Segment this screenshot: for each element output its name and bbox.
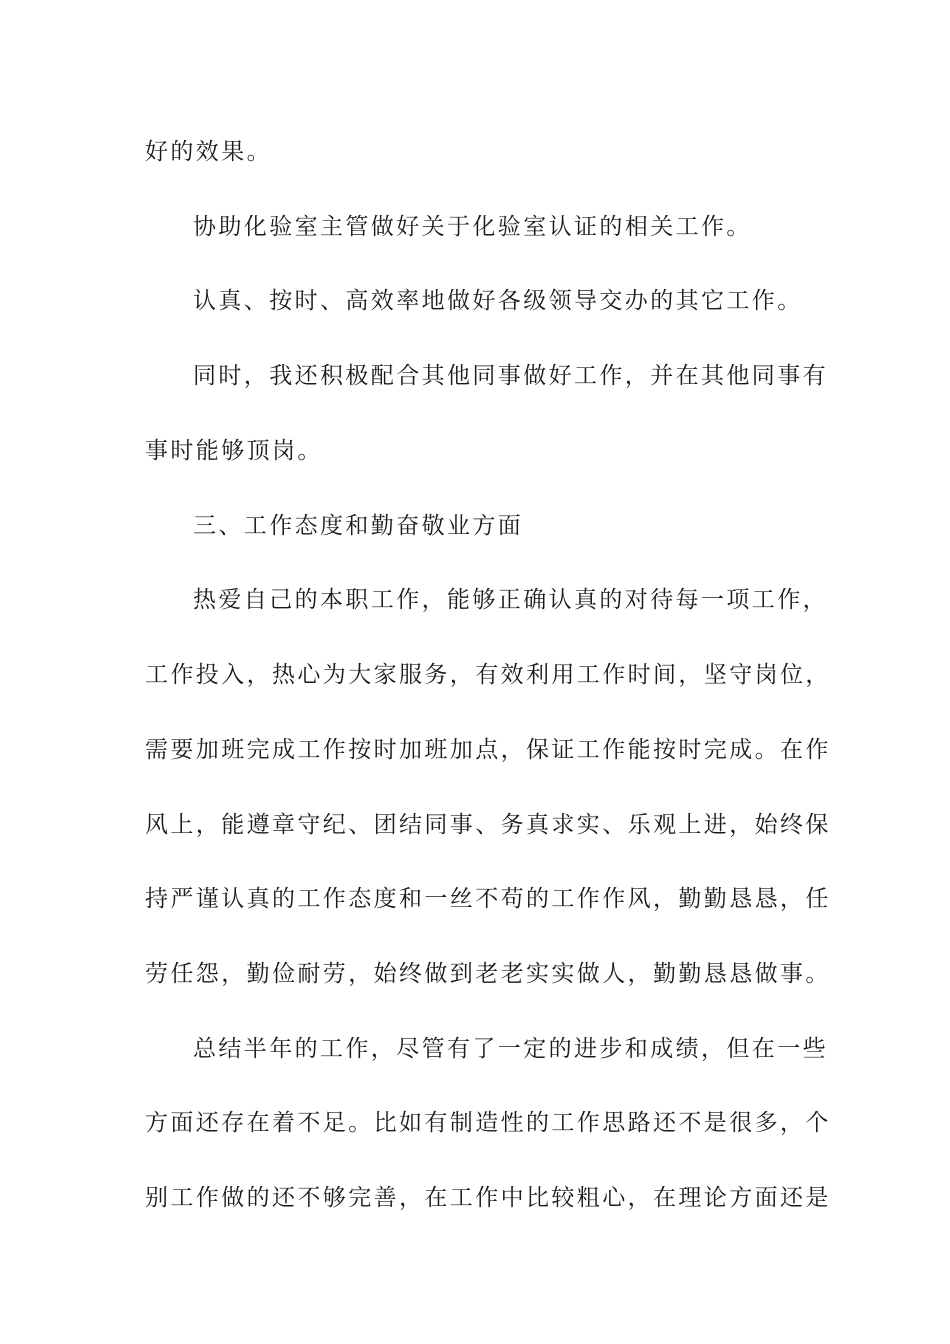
- text-line: 热爱自己的本职工作，能够正确认真的对待每一项工作，: [193, 587, 828, 613]
- text-line: 协助化验室主管做好关于化验室认证的相关工作。: [193, 214, 752, 240]
- text-line: 持严谨认真的工作态度和一丝不苟的工作作风，勤勤恳恳，任: [145, 886, 831, 912]
- text-line: 风上，能遵章守纪、团结同事、务真求实、乐观上进，始终保: [145, 812, 831, 838]
- text-line: 好的效果。: [145, 139, 272, 165]
- text-line: 工作投入，热心为大家服务，有效利用工作时间，坚守岗位，: [145, 662, 831, 688]
- text-line: 总结半年的工作，尽管有了一定的进步和成绩，但在一些: [193, 1036, 828, 1062]
- text-line: 方面还存在着不足。比如有制造性的工作思路还不是很多，个: [145, 1110, 831, 1136]
- text-line: 劳任怨，勤俭耐劳，始终做到老老实实做人，勤勤恳恳做事。: [145, 961, 831, 987]
- section-heading: 三、工作态度和勤奋敬业方面: [193, 513, 524, 539]
- text-line: 别工作做的还不够完善，在工作中比较粗心，在理论方面还是: [145, 1185, 831, 1211]
- text-line: 事时能够顶岗。: [145, 438, 323, 464]
- text-line: 需要加班完成工作按时加班加点，保证工作能按时完成。在作: [145, 737, 831, 763]
- text-line: 认真、按时、高效率地做好各级领导交办的其它工作。: [193, 288, 803, 314]
- text-line: 同时，我还积极配合其他同事做好工作，并在其他同事有: [193, 363, 828, 389]
